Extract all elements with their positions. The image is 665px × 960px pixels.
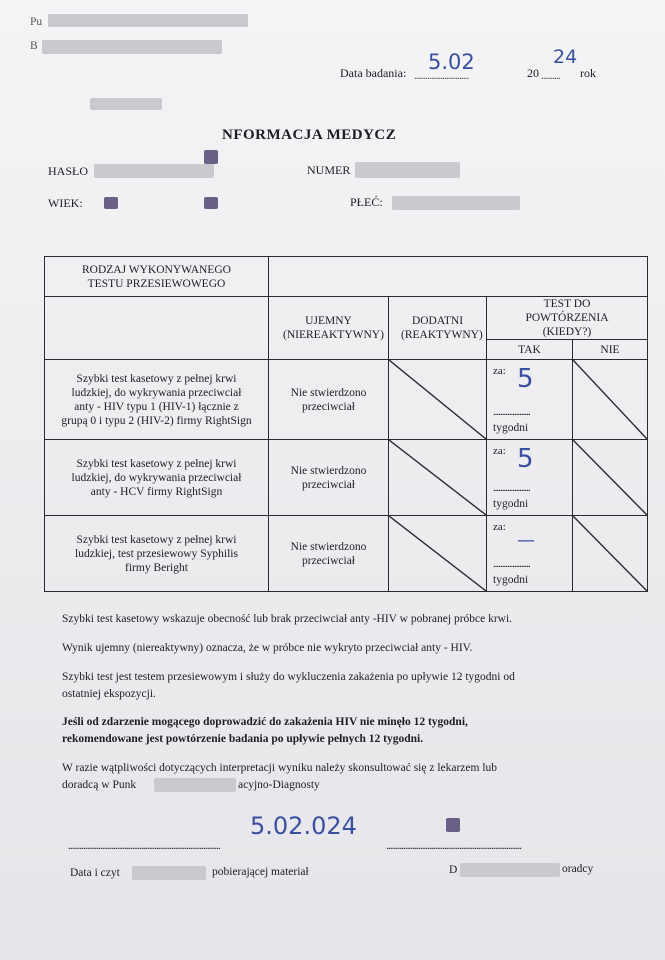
weeks-dotted-line: ..................... <box>493 558 530 570</box>
positive-crossed-cell <box>389 360 487 440</box>
info-paragraph-3-line-1: Szybki test jest testem przesiewowym i służy do wykluczenia zakażenia po upływie 12 tygodni od <box>62 671 515 683</box>
redacted-clinic-name <box>48 14 248 27</box>
signature-left-label-end: pobierającej materiał <box>212 866 309 878</box>
info-paragraph-5-line-2-start: doradcą w Punk <box>62 779 137 791</box>
weeks-handwritten: 5 <box>517 444 534 474</box>
weeks-label: tygodni <box>493 422 529 434</box>
redacted-mark <box>204 150 218 164</box>
za-label: za: <box>493 521 506 533</box>
result-cell: Nie stwierdzono przeciwciał <box>269 360 389 440</box>
positive-crossed-cell <box>389 440 487 516</box>
info-paragraph-5-line-2-end: acyjno-Diagnosty <box>238 779 320 791</box>
redacted-mark <box>446 818 460 832</box>
haslo-label: HASŁO <box>48 164 89 178</box>
info-paragraph-3-line-2: ostatniej ekspozycji. <box>62 688 156 700</box>
result-cell: Nie stwierdzono przeciwciał <box>269 440 389 516</box>
signature-date-handwritten: 5.02.024 <box>250 812 357 840</box>
redacted-wiek-2 <box>204 197 218 209</box>
repeat-yes-cell <box>487 516 573 592</box>
redacted-wiek <box>104 197 118 209</box>
weeks-dotted-line: ..................... <box>493 482 530 494</box>
date-label: Data badania: <box>340 66 407 80</box>
header-yes: TAK <box>487 340 573 360</box>
redacted-clinic-address <box>42 40 222 54</box>
header-negative: UJEMNY (NIEREAKTYWNY) <box>269 297 389 360</box>
redacted-clinic-name-inline <box>154 778 236 792</box>
clinic-address-fragment: B <box>30 40 38 52</box>
header-no: NIE <box>573 340 648 360</box>
signature-line-left: ................................................................................. <box>68 840 220 852</box>
repeat-yes-cell <box>487 440 573 516</box>
za-label: za: <box>493 445 506 457</box>
header-repeat: TEST DO POWTÓRZENIA (KIEDY?) <box>487 297 648 340</box>
redacted-numer <box>355 162 460 178</box>
weeks-label: tygodni <box>493 498 529 510</box>
info-paragraph-1: Szybki test kasetowy wskazuje obecność lub brak przeciwciał anty -HIV w pobranej próbce krwi. <box>62 613 513 625</box>
weeks-dotted-line: ..................... <box>493 406 530 418</box>
clinic-name-fragment: Pu <box>30 16 43 28</box>
repeat-yes-cell <box>487 360 573 440</box>
signature-right-label-start: D <box>449 864 458 876</box>
year-suffix: rok <box>580 66 596 80</box>
date-dotted-line: ............................. <box>414 70 469 82</box>
header-positive: DODATNI (REAKTYWNY) <box>389 297 487 360</box>
info-paragraph-4-line-2: rekomendowane jest powtórzenie badania po upływie pełnych 12 tygodni. <box>62 733 424 745</box>
redacted-right-label <box>460 863 560 877</box>
test-name-cell: Szybki test kasetowy z pełnej krwi ludzkiej, test przesiewowy Syphilis firmy Beright <box>45 516 269 592</box>
test-name-cell: Szybki test kasetowy z pełnej krwi ludzkiej, do wykrywania przeciwciał anty - HIV typu 1 (HIV-1) łącznie z grupą 0 i typu 2 (HIV-2) firmy RightSign <box>45 360 269 440</box>
numer-label: NUMER <box>307 163 351 177</box>
redacted-haslo <box>94 164 214 178</box>
repeat-no-crossed-cell <box>573 516 648 592</box>
info-paragraph-5-line-1: W razie wątpliwości dotyczących interpretacji wyniku należy skonsultować się z lekarzem lub <box>62 762 498 774</box>
weeks-handwritten: — <box>517 530 535 551</box>
test-name-cell: Szybki test kasetowy z pełnej krwi ludzkiej, do wykrywania przeciwciał anty - HCV firmy RightSign <box>45 440 269 516</box>
redacted-clinic-line <box>90 98 162 110</box>
test-results-table <box>44 256 648 592</box>
positive-crossed-cell <box>389 516 487 592</box>
plec-label: PŁEĆ: <box>350 195 383 209</box>
header-test-type: RODZAJ WYKONYWANEGO TESTU PRZESIEWOWEGO <box>45 257 269 297</box>
repeat-no-crossed-cell <box>573 360 648 440</box>
weeks-label: tygodni <box>493 574 529 586</box>
year-handwritten: 24 <box>553 46 578 68</box>
repeat-no-crossed-cell <box>573 440 648 516</box>
info-paragraph-4-line-1: Jeśli od zdarzenie mogącego doprowadzić do zakażenia HIV nie minęło 12 tygodni, <box>62 716 468 728</box>
signature-left-label-start: Data i czyt <box>70 867 120 879</box>
header-test-blank <box>45 297 269 360</box>
weeks-handwritten: 5 <box>517 364 534 394</box>
header-empty <box>269 257 648 297</box>
redacted-plec <box>392 196 520 210</box>
redacted-left-label <box>132 866 206 880</box>
date-handwritten: 5.02 <box>428 50 475 74</box>
za-label: za: <box>493 365 506 377</box>
page-title: NFORMACJA MEDYCZ <box>222 127 397 143</box>
year-prefix: 20 <box>527 66 539 80</box>
result-cell: Nie stwierdzono przeciwciał <box>269 516 389 592</box>
signature-right-label-end: oradcy <box>562 863 594 875</box>
year-dotted-line: .......... <box>541 70 560 82</box>
signature-line-right: ........................................................................ <box>386 840 521 852</box>
wiek-label: WIEK: <box>48 196 83 210</box>
info-paragraph-2: Wynik ujemny (niereaktywny) oznacza, że w próbce nie wykryto przeciwciał anty - HIV. <box>62 642 473 654</box>
